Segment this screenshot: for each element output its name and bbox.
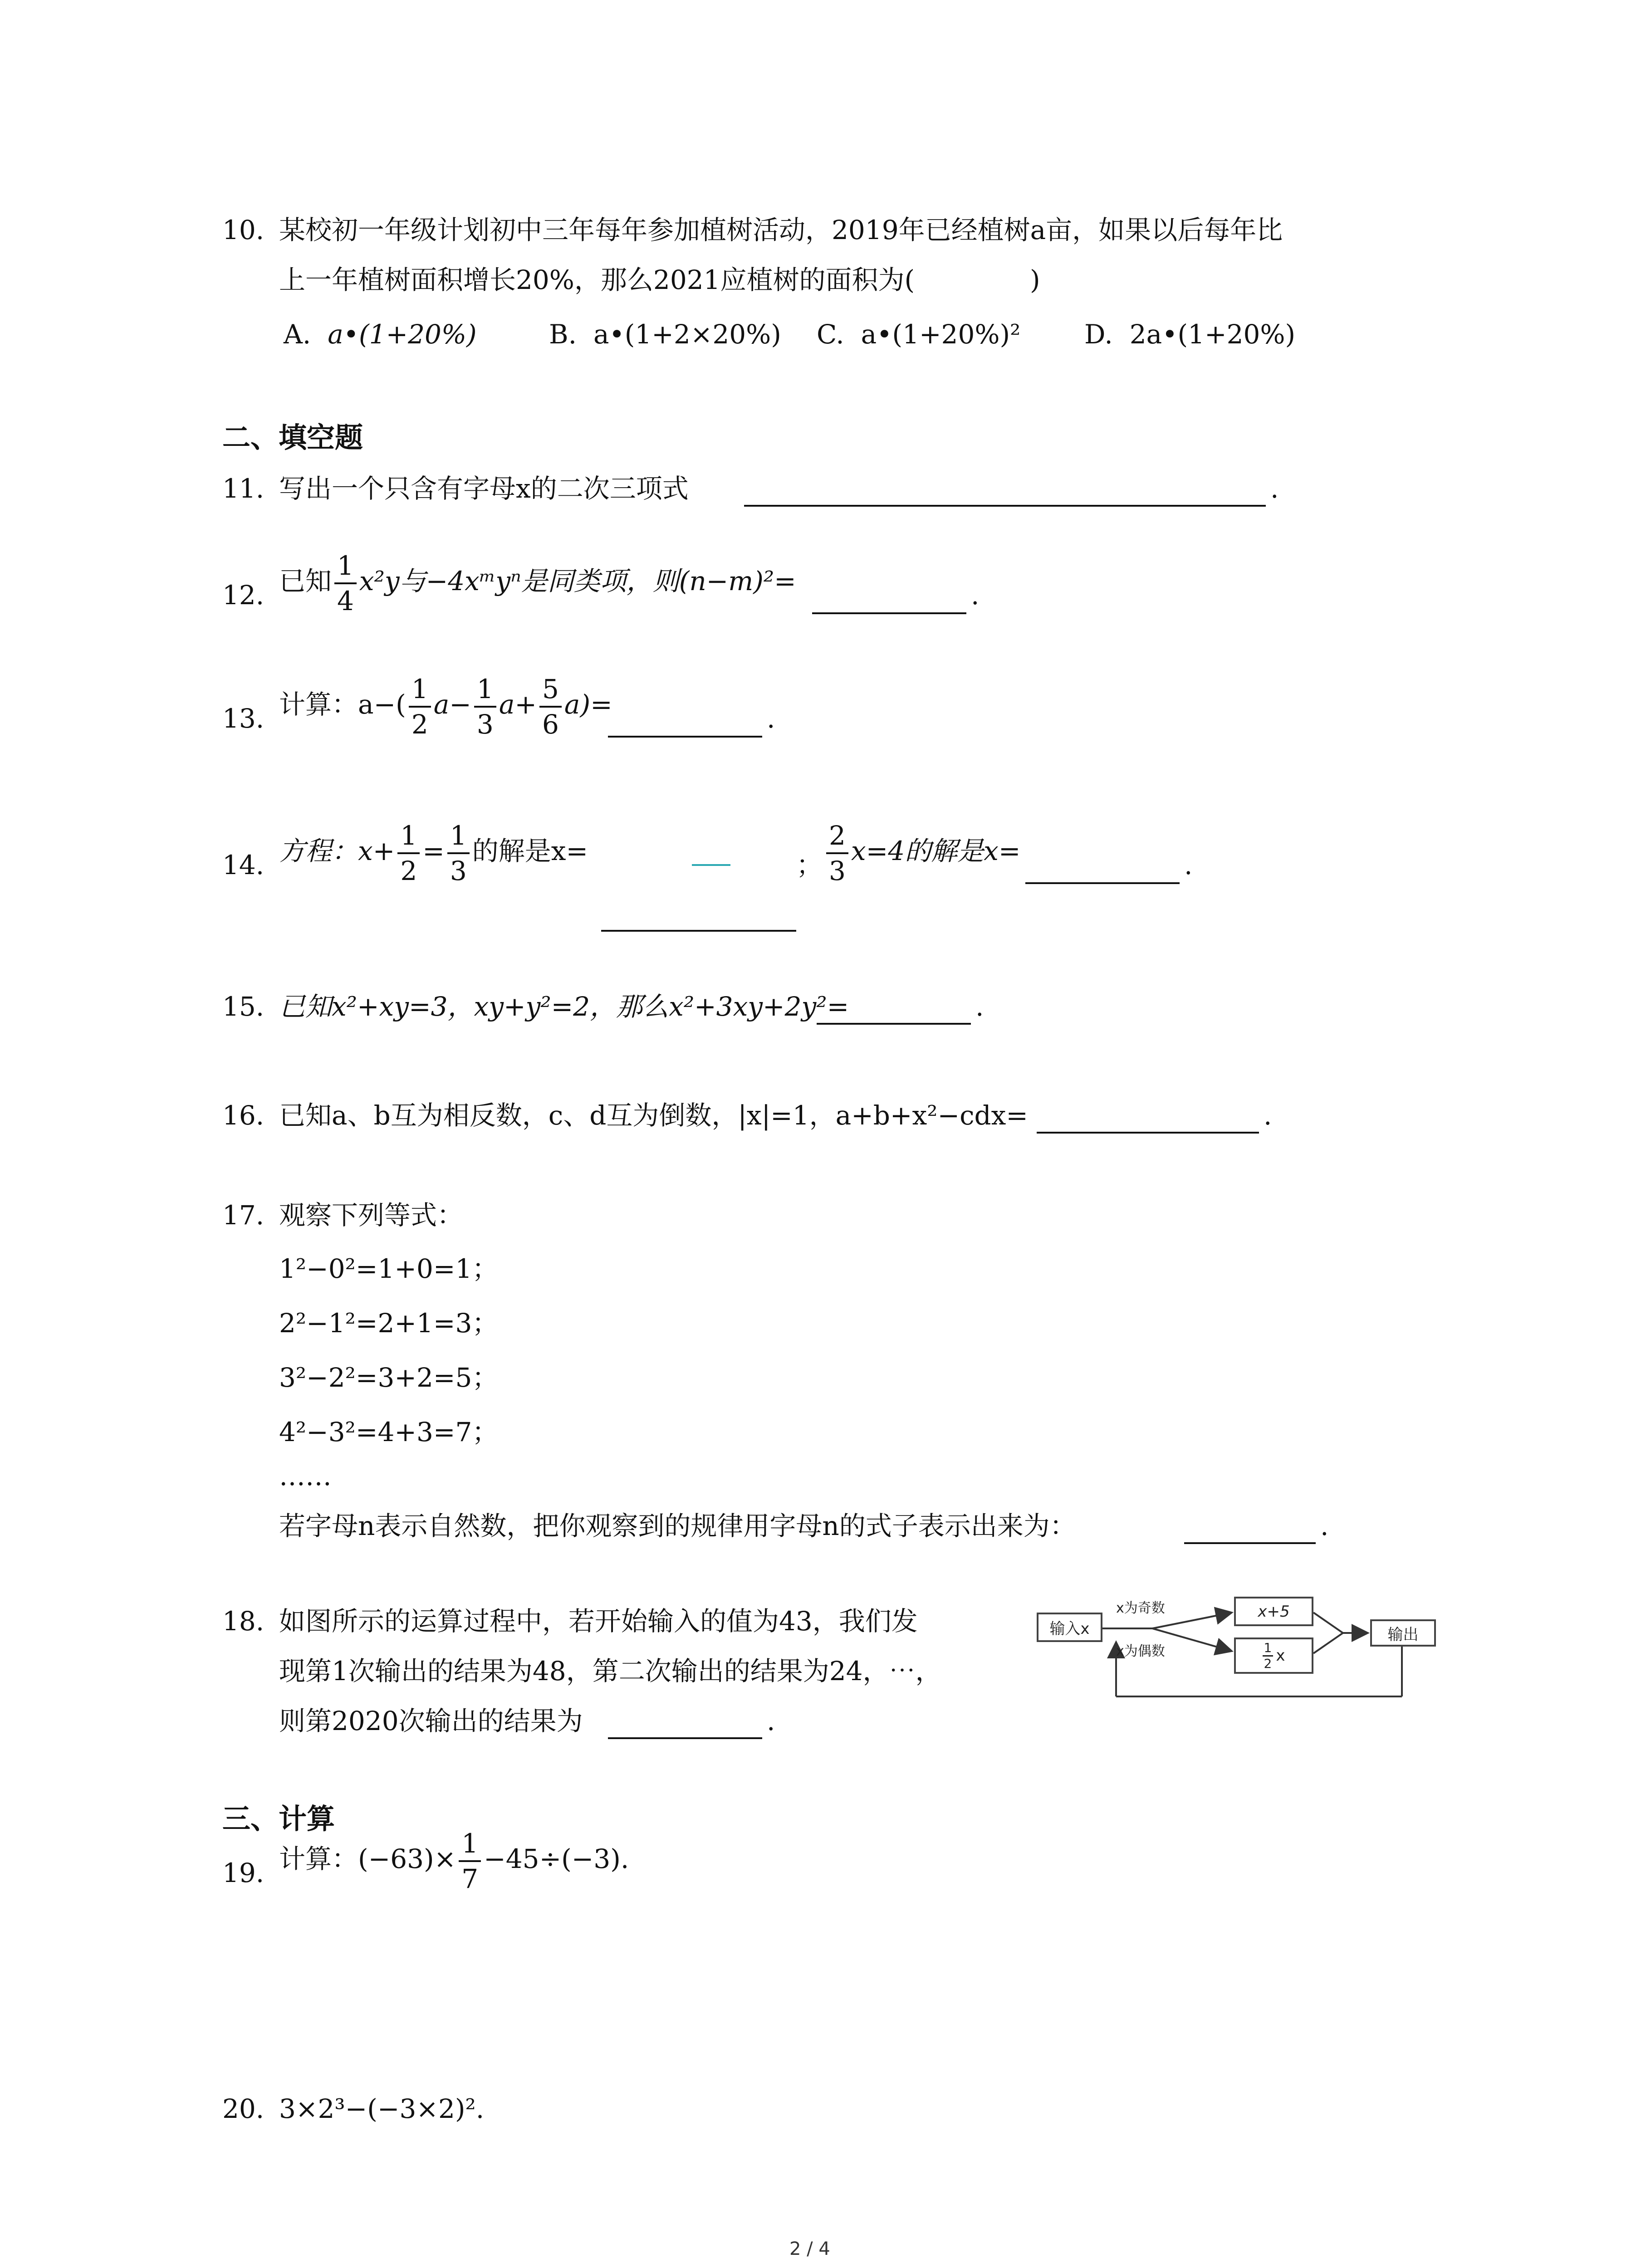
q17-equation-4: 4²−3²=4+3=7； [279, 1417, 499, 1447]
section-calc-title: 三、计算 [222, 1802, 335, 1835]
q14-line-2: $\frac{2}{3}$ x=4的解是x= [823, 822, 1020, 884]
flow-even-label: x为偶数 [1116, 1643, 1165, 1659]
q16-number: 16. [222, 1100, 265, 1131]
q18-flowchart [1030, 1592, 1438, 1728]
flow-half-fraction: 1 2 [1263, 1642, 1274, 1670]
q19-line: 计算：(−63)× $\frac{1}{7}$ −45÷(−3). [279, 1828, 629, 1894]
page-number: 2 / 4 [789, 2239, 830, 2259]
q14-teal-dash [692, 864, 730, 866]
q12-line: 已知 $\frac{1}{4}$ x²y与−4xᵐyⁿ是同类项，则(n−m)²= [279, 550, 796, 616]
flow-output-box: 输出 [1370, 1619, 1436, 1647]
q13-line: 计算：a−( $\frac{1}{2}$ a− $\frac{1}{3}$ a+ $\frac{5}{6}$ a)= [279, 674, 612, 740]
q17-ellipsis: …… [279, 1461, 332, 1491]
q18-line3: 则第2020次输出的结果为 [279, 1706, 583, 1736]
q11-text: 写出一个只含有字母x的二次三项式 [279, 473, 689, 504]
q10-paren-close: ) [1030, 264, 1040, 295]
q14-fraction-2: $\frac{1}{3}$ [447, 822, 470, 884]
q17-equation-2: 2²−1²=2+1=3； [279, 1308, 499, 1339]
q15-text: 已知x²+xy=3，xy+y²=2，那么x²+3xy+2y²= [279, 991, 849, 1022]
q17-equation-1: 1²−0²=1+0=1； [279, 1253, 499, 1284]
q15-period: . [975, 991, 984, 1022]
q19-number: 19. [222, 1857, 265, 1888]
q18-answer-blank[interactable] [608, 1737, 762, 1739]
q13-period: . [767, 703, 775, 734]
section-fill-in-title: 二、填空题 [222, 421, 363, 454]
q11-number: 11. [222, 473, 265, 504]
q10-line2: 上一年植树面积增长20%，那么2021应植树的面积为( [279, 264, 915, 295]
q14-fraction-1: $\frac{1}{2}$ [397, 822, 420, 884]
q14-number: 14. [222, 850, 265, 880]
flow-even-op-box: 1 2 x [1234, 1637, 1313, 1674]
q13-number: 13. [222, 703, 265, 734]
q10-option-d[interactable]: D. 2a•(1+20%) [1084, 319, 1296, 350]
q13-fraction-2: $\frac{1}{3}$ [474, 676, 496, 738]
q10-line1: 某校初一年级计划初中三年每年参加植树活动，2019年已经植树a亩，如果以后每年比 [279, 215, 1283, 245]
q15-answer-blank[interactable] [817, 1023, 971, 1025]
flow-odd-label: x为奇数 [1116, 1600, 1165, 1616]
q12-fraction: $\frac{1}{4}$ [334, 552, 357, 614]
q11-answer-blank[interactable] [744, 505, 1266, 507]
q14-separator: ； [796, 850, 823, 880]
q18-number: 18. [222, 1606, 265, 1637]
q20-text: 3×2³−(−3×2)². [279, 2093, 485, 2124]
q17-ask: 若字母n表示自然数，把你观察到的规律用字母n的式子表示出来为： [279, 1510, 1076, 1541]
q10-option-c[interactable]: C. a•(1+20%)² [817, 319, 1021, 350]
q15-number: 15. [222, 991, 265, 1022]
q12-number: 12. [222, 580, 265, 611]
q14-period: . [1184, 850, 1193, 880]
q16-text: 已知a、b互为相反数，c、d互为倒数，|x|=1，a+b+x²−cdx= [279, 1100, 1028, 1131]
q17-answer-blank[interactable] [1184, 1542, 1316, 1544]
join-bottom [1313, 1633, 1343, 1653]
flow-input-box: 输入x [1037, 1613, 1102, 1642]
flow-odd-op-box: x+5 [1234, 1597, 1313, 1626]
q18-line2: 现第1次输出的结果为48，第二次输出的结果为24，⋯， [279, 1656, 942, 1686]
q10-option-a[interactable]: A. a•(1+20%) [284, 319, 477, 350]
q10-number: 10. [222, 215, 265, 245]
q17-intro: 观察下列等式： [279, 1200, 464, 1231]
q12-answer-blank[interactable] [812, 612, 966, 614]
q14-fraction-3: $\frac{2}{3}$ [826, 822, 848, 884]
q18-period: . [767, 1706, 775, 1736]
q14-answer-blank-1[interactable] [601, 930, 796, 932]
q11-period: . [1270, 473, 1279, 504]
q17-period: . [1320, 1510, 1329, 1541]
q19-fraction: $\frac{1}{7}$ [459, 1830, 481, 1892]
q20-number: 20. [222, 2093, 265, 2124]
q14-answer-blank-2[interactable] [1025, 882, 1180, 884]
q16-period: . [1264, 1100, 1272, 1131]
q12-period: . [971, 580, 980, 611]
q18-line1: 如图所示的运算过程中，若开始输入的值为43，我们发 [279, 1606, 918, 1637]
q13-answer-blank[interactable] [608, 736, 762, 738]
join-top [1313, 1613, 1343, 1633]
q17-equation-3: 3²−2²=3+2=5； [279, 1362, 499, 1393]
q10-option-b[interactable]: B. a•(1+2×20%) [549, 319, 781, 350]
q17-number: 17. [222, 1200, 265, 1231]
q16-answer-blank[interactable] [1037, 1132, 1259, 1134]
q14-line: 方程：x+ $\frac{1}{2}$ = $\frac{1}{3}$ 的解是x= [279, 820, 588, 886]
q13-fraction-1: $\frac{1}{2}$ [409, 676, 431, 738]
q13-fraction-3: $\frac{5}{6}$ [539, 676, 562, 738]
